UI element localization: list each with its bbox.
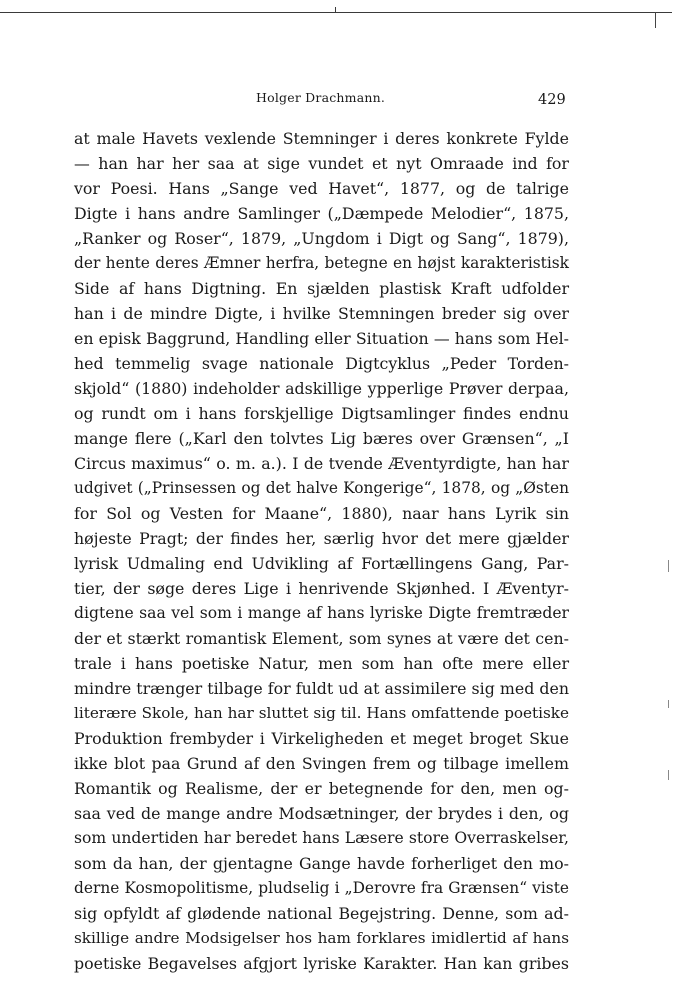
text-line: derne Kosmopolitisme, pludselig i „Derovre fra Grænsen“ viste: [74, 879, 569, 897]
text-line: der et stærkt romantisk Element, som synes at være det cen-: [74, 629, 569, 648]
text-line: Romantik og Realisme, der er betegnende for den, men og-: [74, 779, 569, 798]
text-line: han i de mindre Digte, i hvilke Stemningen breder sig over: [74, 304, 569, 323]
text-line: digtene saa vel som i mange af hans lyriske Digte fremtræder: [74, 604, 569, 622]
text-line: Circus maximus“ o. m. a.). I de tvende Æventyrdigte, han har: [74, 454, 569, 473]
text-line: lyrisk Udmaling end Udvikling af Fortællingens Gang, Par-: [74, 554, 569, 573]
text-line: som da han, der gjentagne Gange havde forherliget den mo-: [74, 854, 569, 873]
text-line: „Ranker og Roser“, 1879, „Ungdom i Digt og Sang“, 1879),: [74, 229, 569, 248]
text-line: tier, der søge deres Lige i henrivende Skjønhed. I Æventyr-: [74, 579, 569, 598]
text-line: mange flere („Karl den tolvtes Lig bæres over Grænsen“, „I: [74, 429, 569, 448]
top-edge-rule: [0, 12, 672, 13]
text-line: som undertiden har beredet hans Læsere store Overraskelser,: [74, 829, 569, 847]
text-line: literære Skole, han har sluttet sig til. Hans omfattende poetiske: [74, 704, 569, 722]
text-line: skjold“ (1880) indeholder adskillige ypperlige Prøver derpaa,: [74, 379, 569, 398]
text-line: vor Poesi. Hans „Sange ved Havet“, 1877, og de talrige: [74, 179, 569, 198]
text-line: saa ved de mange andre Modsætninger, der brydes i den, og: [74, 804, 569, 823]
text-line: Produktion frembyder i Virkeligheden et meget broget Skue: [74, 729, 569, 748]
text-line: og rundt om i hans forskjellige Digtsamlinger findes endnu: [74, 404, 569, 423]
running-title: Holger Drachmann.: [256, 90, 386, 105]
text-line: at male Havets vexlende Stemninger i deres konkrete Fylde: [74, 129, 569, 148]
text-line: — han har her saa at sige vundet et nyt Omraade ind for: [74, 154, 569, 173]
body-text: [74, 126, 569, 976]
top-rule-tick-mark: [335, 7, 336, 13]
text-line: poetiske Begavelses afgjort lyriske Karakter. Han kan gribes: [74, 954, 569, 973]
edge-speck: [668, 770, 669, 780]
text-line: udgivet („Prinsessen og det halve Kongerige“, 1878, og „Østen: [74, 479, 569, 497]
text-line: for Sol og Vesten for Maane“, 1880), naar hans Lyrik sin: [74, 504, 569, 523]
text-line: skillige andre Modsigelser hos ham forklares imidlertid af hans: [74, 929, 569, 947]
text-line: højeste Pragt; der findes her, særlig hvor det mere gjælder: [74, 529, 569, 548]
edge-speck: [668, 560, 669, 572]
corner-crop-mark: [655, 12, 656, 28]
text-line: trale i hans poetiske Natur, men som han ofte mere eller: [74, 654, 569, 673]
text-line: Side af hans Digtning. En sjælden plastisk Kraft udfolder: [74, 279, 569, 298]
text-line: en episk Baggrund, Handling eller Situation — hans som Hel-: [74, 329, 569, 348]
page-number: 429: [538, 92, 566, 108]
text-line: hed temmelig svage nationale Digtcyklus „Peder Torden-: [74, 354, 569, 373]
edge-speck: [668, 700, 669, 708]
text-line: ikke blot paa Grund af den Svingen frem og tilbage imellem: [74, 754, 569, 773]
text-line: der hente deres Æmner herfra, betegne en højst karakteristisk: [74, 254, 569, 272]
text-line: mindre trænger tilbage for fuldt ud at assimilere sig med den: [74, 679, 569, 698]
text-line: sig opfyldt af glødende national Begejstring. Denne, som ad-: [74, 904, 569, 923]
running-header: [0, 90, 628, 110]
text-line: Digte i hans andre Samlinger („Dæmpede Melodier“, 1875,: [74, 204, 569, 223]
